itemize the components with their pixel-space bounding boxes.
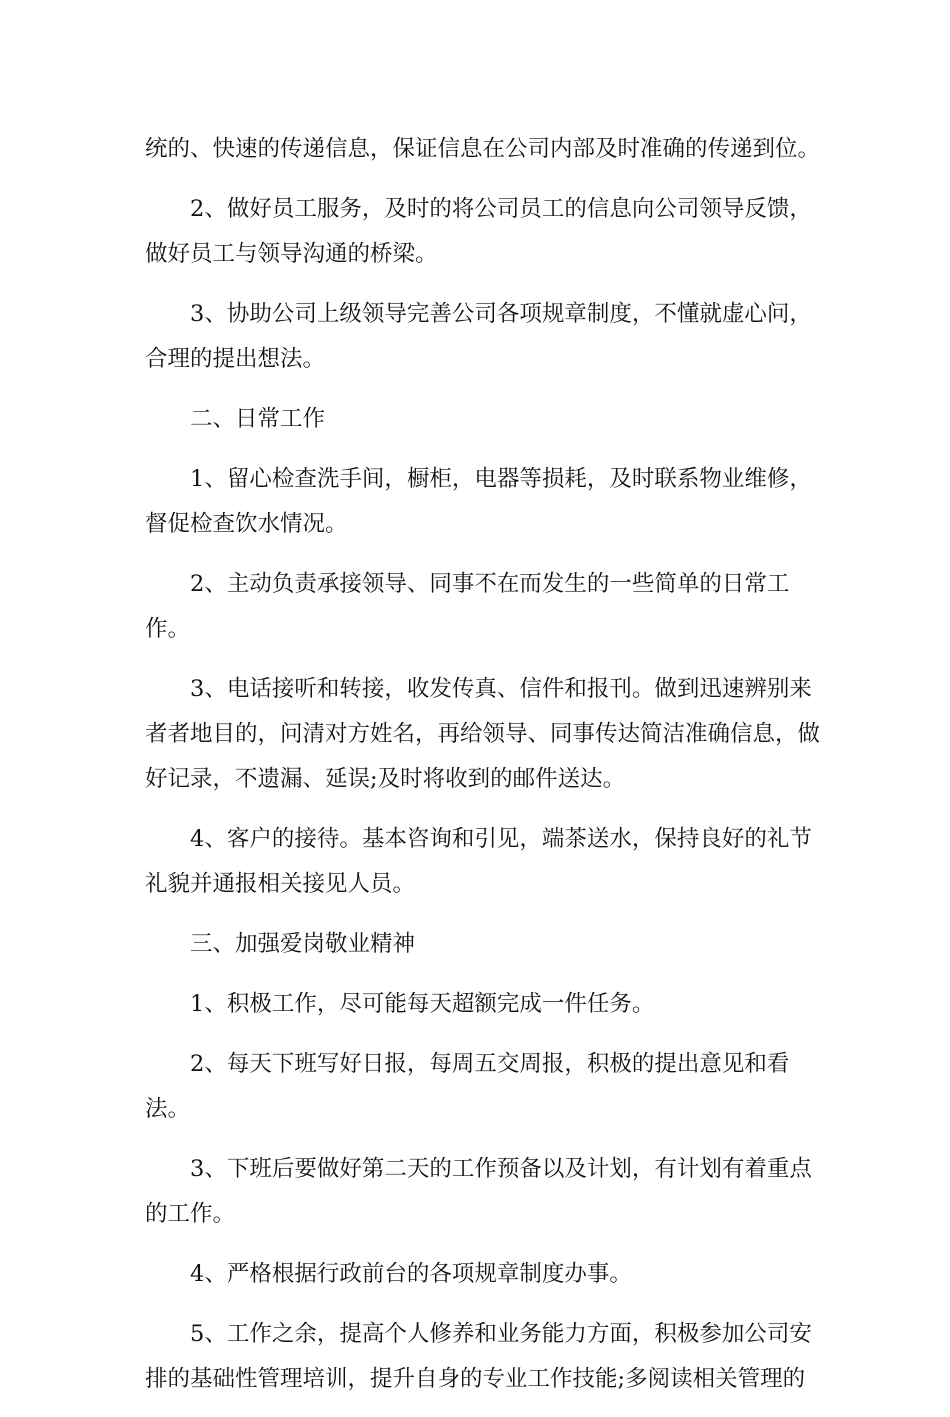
paragraph-item-1-work-actively: 1、积极工作，尽可能每天超额完成一件任务。 — [190, 991, 655, 1017]
paragraph-item-2-employee-service: 2、做好员工服务，及时的将公司员工的信息向公司领导反馈，做好员工与领导沟通的桥梁。 — [145, 196, 812, 267]
paragraph-item-3-plan-next-day: 3、下班后要做好第二天的工作预备以及计划，有计划有着重点的工作。 — [145, 1156, 812, 1227]
paragraph-item-5-self-improvement: 5、工作之余，提高个人修养和业务能力方面，积极参加公司安排的基础性管理培训，提升自身的专业工作技能;多阅读相关管理的 — [145, 1321, 812, 1392]
paragraph-item-3-phone-and-mail: 3、电话接听和转接，收发传真、信件和报刊。做到迅速辨别来者者地目的，问清对方姓名，再给领导、同事传达简洁准确信息，做好记录，不遗漏、延误;及时将收到的邮件送达。 — [145, 676, 821, 792]
section-heading-daily-work: 二、日常工作 — [190, 406, 326, 432]
paragraph-continuation: 统的、快速的传递信息，保证信息在公司内部及时准确的传递到位。 — [145, 136, 821, 162]
document-body — [145, 127, 820, 1417]
paragraph-item-3-assist-leadership: 3、协助公司上级领导完善公司各项规章制度，不懂就虚心问，合理的提出想法。 — [145, 301, 812, 372]
paragraph-item-4-follow-rules: 4、严格根据行政前台的各项规章制度办事。 — [190, 1261, 632, 1287]
section-heading-dedication: 三、加强爱岗敬业精神 — [190, 931, 416, 957]
paragraph-item-2-daily-report: 2、每天下班写好日报，每周五交周报，积极的提出意见和看法。 — [145, 1051, 790, 1122]
paragraph-item-4-reception: 4、客户的接待。基本咨询和引见，端茶送水，保持良好的礼节礼貌并通报相关接见人员。 — [145, 826, 812, 897]
paragraph-item-1-inspect-facilities: 1、留心检查洗手间，橱柜，电器等损耗，及时联系物业维修，督促检查饮水情况。 — [145, 466, 812, 537]
paragraph-item-2-take-over-tasks: 2、主动负责承接领导、同事不在而发生的一些简单的日常工作。 — [145, 571, 790, 642]
